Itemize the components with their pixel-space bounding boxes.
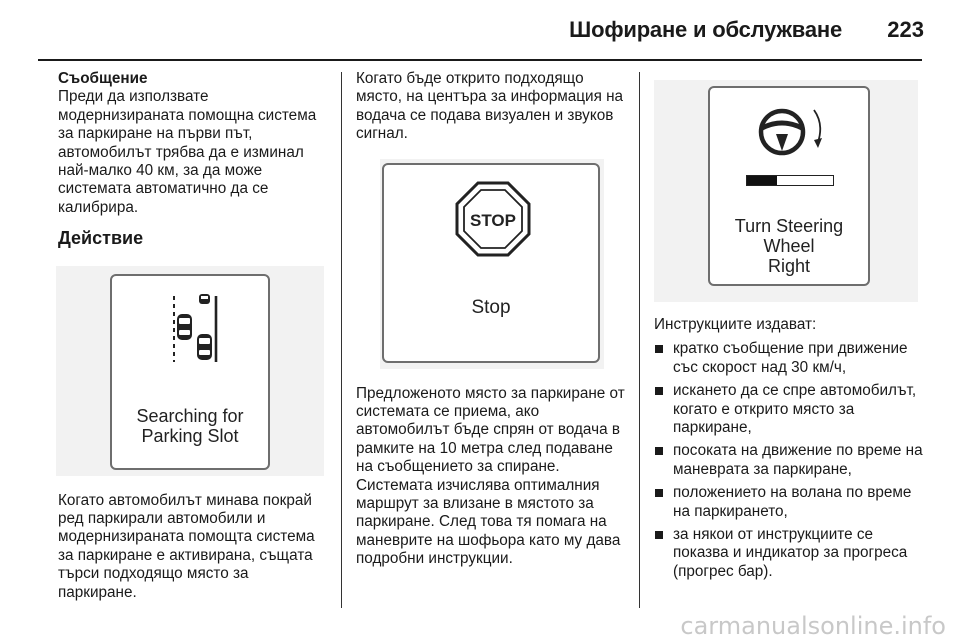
watermark: carmanualsonline.info bbox=[680, 612, 946, 640]
bullet-square-icon bbox=[655, 345, 663, 353]
body-paragraph: Предложеното място за паркиране от системата се приема, ако автомобилът бъде спрян от водача в рамките на 10 метра след подаване на съобщението за спиране. Системата изчислява оптималния маршрут за влизане в мястото за паркиране. След това тя помага на маневрите на шофьора като му дава подробни инструкции. bbox=[356, 384, 625, 568]
display-message-line3: Right bbox=[767, 256, 811, 276]
car-icon bbox=[177, 314, 192, 340]
chapter-title: Шофиране и обслужване bbox=[569, 17, 842, 42]
list-item: искането да се спре автомобилът, когато е открито място за паркиране, bbox=[654, 382, 926, 437]
body-paragraph: Когато бъде открито подходящо място, на центъра за информация на водача се подава визуален и звуков сигнал. bbox=[356, 70, 624, 143]
info-display-screen bbox=[382, 163, 600, 363]
body-paragraph: Когато автомобилът минава покрай ред паркирали автомобили и модернизираната помощта система за паркиране е активирана, същата търси подходящо място за паркиране. bbox=[58, 491, 315, 601]
progress-bar bbox=[746, 175, 834, 186]
steering-display-figure bbox=[654, 80, 918, 302]
display-message-line1: Turn Steering bbox=[734, 216, 844, 236]
info-display-screen bbox=[110, 274, 270, 470]
display-message-line2: Parking Slot bbox=[141, 425, 239, 446]
bullet-square-icon bbox=[655, 447, 663, 455]
stop-sign-label: STOP bbox=[470, 210, 516, 230]
stop-display-figure bbox=[380, 159, 604, 369]
note-text: Преди да използвате модернизираната помощна система за паркиране на първи път, автомобилът трябва да е изминал най-малко 40 км, за да може системата автоматично да се калибрира. bbox=[58, 88, 317, 216]
info-display-screen bbox=[708, 86, 870, 286]
column-3 bbox=[654, 70, 926, 581]
page-number: 223 bbox=[887, 17, 924, 42]
steering-wheel-icon bbox=[710, 88, 872, 208]
bullet-square-icon bbox=[655, 387, 663, 395]
list-item: за някои от инструкциите се показва и индикатор за прогреса (прогрес бар). bbox=[654, 526, 926, 581]
parking-scan-illustration bbox=[112, 276, 272, 386]
list-item: положението на волана по време на паркирането, bbox=[654, 484, 926, 521]
page-header bbox=[0, 0, 960, 62]
note-title: Съобщение bbox=[58, 70, 148, 87]
instruction-list bbox=[654, 340, 926, 581]
bullet-square-icon bbox=[655, 531, 663, 539]
progress-bar-fill bbox=[747, 176, 777, 185]
column-2 bbox=[356, 70, 628, 569]
column-1 bbox=[58, 70, 330, 602]
list-item: посоката на движение по време на маневрата за паркиране, bbox=[654, 442, 926, 479]
bullet-square-icon bbox=[655, 489, 663, 497]
header-divider bbox=[38, 59, 922, 61]
car-icon bbox=[199, 294, 210, 304]
display-message-line2: Wheel bbox=[763, 236, 815, 256]
list-intro: Инструкциите издават: bbox=[654, 316, 817, 333]
list-item: кратко съобщение при движение със скорост над 30 км/ч, bbox=[654, 340, 926, 377]
column-divider-1 bbox=[341, 72, 342, 608]
display-message: Stop bbox=[471, 296, 511, 318]
display-message-line1: Searching for bbox=[136, 405, 244, 426]
searching-display-figure bbox=[56, 266, 324, 476]
section-heading: Действие bbox=[58, 228, 144, 249]
car-icon bbox=[197, 334, 212, 360]
stop-sign-icon bbox=[384, 165, 602, 285]
column-divider-2 bbox=[639, 72, 640, 608]
